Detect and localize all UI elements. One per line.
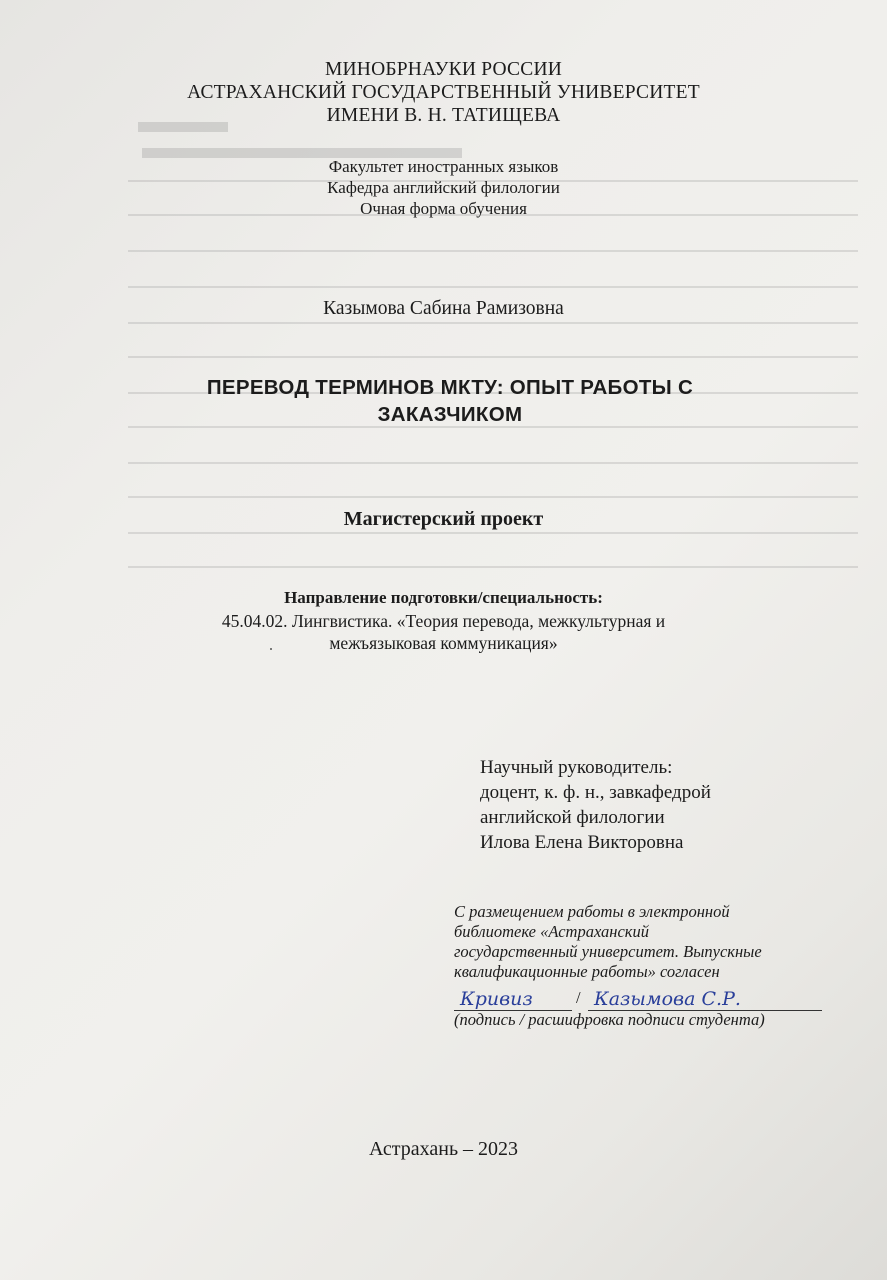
city-year: Астрахань – 2023 xyxy=(368,1138,519,1160)
consent-line-1: С размещением работы в электронной xyxy=(454,902,730,921)
library-consent xyxy=(454,902,854,1030)
signature-name-field xyxy=(588,984,822,1011)
direction-line-2: межъязыковая коммуникация» xyxy=(329,633,558,653)
consent-line-4: квалификационные работы» согласен xyxy=(454,962,720,981)
handwritten-signature: Кривиз xyxy=(460,988,533,1010)
supervisor-name: Илова Елена Викторовна xyxy=(480,832,684,853)
faculty-name: Факультет иностранных языков xyxy=(328,157,559,176)
supervisor-department: английской филологии xyxy=(480,807,665,828)
project-type: Магистерский проект xyxy=(343,508,544,530)
study-form: Очная форма обучения xyxy=(360,199,527,218)
supervisor-block xyxy=(480,755,711,855)
institution-header xyxy=(0,58,887,127)
direction-line-1: 45.04.02. Лингвистика. «Теория перевода, межкультурная и xyxy=(221,611,666,631)
signature-caption: (подпись / расшифровка подписи студента) xyxy=(454,1010,765,1029)
handwritten-name: Казымова С.Р. xyxy=(594,988,741,1010)
thesis-title-line-1: ПЕРЕВОД ТЕРМИНОВ МКТУ: ОПЫТ РАБОТЫ С xyxy=(206,376,694,399)
direction-label: Направление подготовки/специальность: xyxy=(284,588,603,607)
university-named-after: ИМЕНИ В. Н. ТАТИЩЕВА xyxy=(326,105,561,126)
stray-dot xyxy=(270,648,272,650)
department-name: Кафедра английский филологии xyxy=(327,178,560,197)
consent-line-2: библиотеке «Астраханский xyxy=(454,922,650,941)
signature-field xyxy=(454,984,572,1011)
university-name: АСТРАХАНСКИЙ ГОСУДАРСТВЕННЫЙ УНИВЕРСИТЕТ xyxy=(187,82,700,103)
thesis-title-line-2: ЗАКАЗЧИКОМ xyxy=(377,403,523,426)
signature-separator: / xyxy=(576,988,581,1007)
faculty-block xyxy=(0,156,887,219)
thesis-title xyxy=(160,374,740,428)
supervisor-position: доцент, к. ф. н., завкафедрой xyxy=(480,782,711,803)
ministry-name: МИНОБРНАУКИ РОССИИ xyxy=(324,59,563,80)
consent-line-3: государственный университет. Выпускные xyxy=(454,942,762,961)
direction-value xyxy=(0,610,887,654)
supervisor-label: Научный руководитель: xyxy=(480,757,673,778)
signature-line xyxy=(454,984,854,1010)
student-name: Казымова Сабина Рамизовна xyxy=(323,298,564,319)
